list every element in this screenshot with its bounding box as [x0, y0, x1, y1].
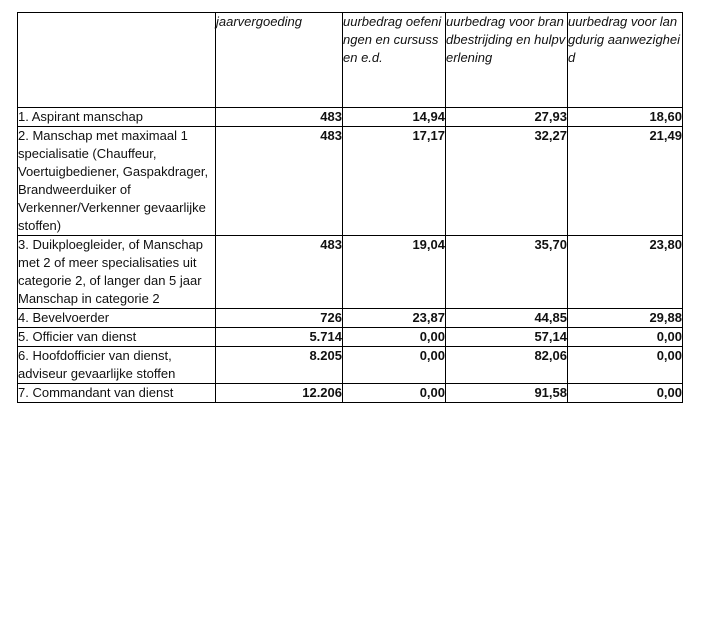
table-row: [18, 384, 683, 403]
header-hourly-firefighting: [446, 13, 568, 108]
hourly-presence-cell: 21,49: [568, 127, 683, 236]
row-label: 2. Manschap met maximaal 1 specialisatie (Chauffeur, Voertuigbediener, Gaspakdrager, Brandweerduiker of Verkenner/Verkenner gevaarlijke stoffen): [18, 127, 216, 236]
table-row: [18, 309, 683, 328]
hourly-firefighting-cell: 91,58: [446, 384, 568, 403]
hourly-training-cell: 17,17: [343, 127, 446, 236]
hourly-presence-cell: 23,80: [568, 236, 683, 309]
annual-fee-cell: 8.205: [216, 347, 343, 384]
header-hourly-firefighting-text: uurbedrag voor brandbestrijding en hulpverlening: [446, 14, 566, 65]
header-annual-fee-text: jaarvergoeding: [216, 14, 303, 29]
header-hourly-presence-text: uurbedrag voor langdurig aanwezigheid: [568, 14, 681, 65]
header-hourly-training-text: uurbedrag oefeningen en cursussen e.d.: [343, 14, 442, 65]
header-row: [18, 13, 683, 108]
hourly-training-cell: 0,00: [343, 384, 446, 403]
hourly-training-cell: 19,04: [343, 236, 446, 309]
header-annual-fee: [216, 13, 343, 108]
header-hourly-presence: [568, 13, 683, 108]
hourly-training-cell: 23,87: [343, 309, 446, 328]
table-row: [18, 108, 683, 127]
row-label: 3. Duikploegleider, of Manschap met 2 of meer specialisaties uit categorie 2, of langer dan 5 jaar Manschap in categorie 2: [18, 236, 216, 309]
annual-fee-cell: 12.206: [216, 384, 343, 403]
row-label: 6. Hoofdofficier van dienst, adviseur gevaarlijke stoffen: [18, 347, 216, 384]
table-row: [18, 127, 683, 236]
annual-fee-cell: 5.714: [216, 328, 343, 347]
hourly-firefighting-cell: 27,93: [446, 108, 568, 127]
annual-fee-cell: 483: [216, 236, 343, 309]
compensation-table: [17, 12, 683, 403]
table-row: [18, 328, 683, 347]
hourly-presence-cell: 0,00: [568, 384, 683, 403]
row-label: 1. Aspirant manschap: [18, 108, 216, 127]
hourly-firefighting-cell: 44,85: [446, 309, 568, 328]
row-label: 7. Commandant van dienst: [18, 384, 216, 403]
hourly-firefighting-cell: 35,70: [446, 236, 568, 309]
hourly-presence-cell: 0,00: [568, 347, 683, 384]
hourly-training-cell: 0,00: [343, 347, 446, 384]
table-row: [18, 236, 683, 309]
hourly-firefighting-cell: 82,06: [446, 347, 568, 384]
annual-fee-cell: 726: [216, 309, 343, 328]
hourly-firefighting-cell: 32,27: [446, 127, 568, 236]
hourly-training-cell: 0,00: [343, 328, 446, 347]
hourly-presence-cell: 29,88: [568, 309, 683, 328]
row-label: 5. Officier van dienst: [18, 328, 216, 347]
annual-fee-cell: 483: [216, 127, 343, 236]
header-hourly-training: [343, 13, 446, 108]
header-empty-cell: [18, 13, 216, 108]
row-label: 4. Bevelvoerder: [18, 309, 216, 328]
table-row: [18, 347, 683, 384]
hourly-firefighting-cell: 57,14: [446, 328, 568, 347]
hourly-presence-cell: 18,60: [568, 108, 683, 127]
hourly-training-cell: 14,94: [343, 108, 446, 127]
annual-fee-cell: 483: [216, 108, 343, 127]
hourly-presence-cell: 0,00: [568, 328, 683, 347]
